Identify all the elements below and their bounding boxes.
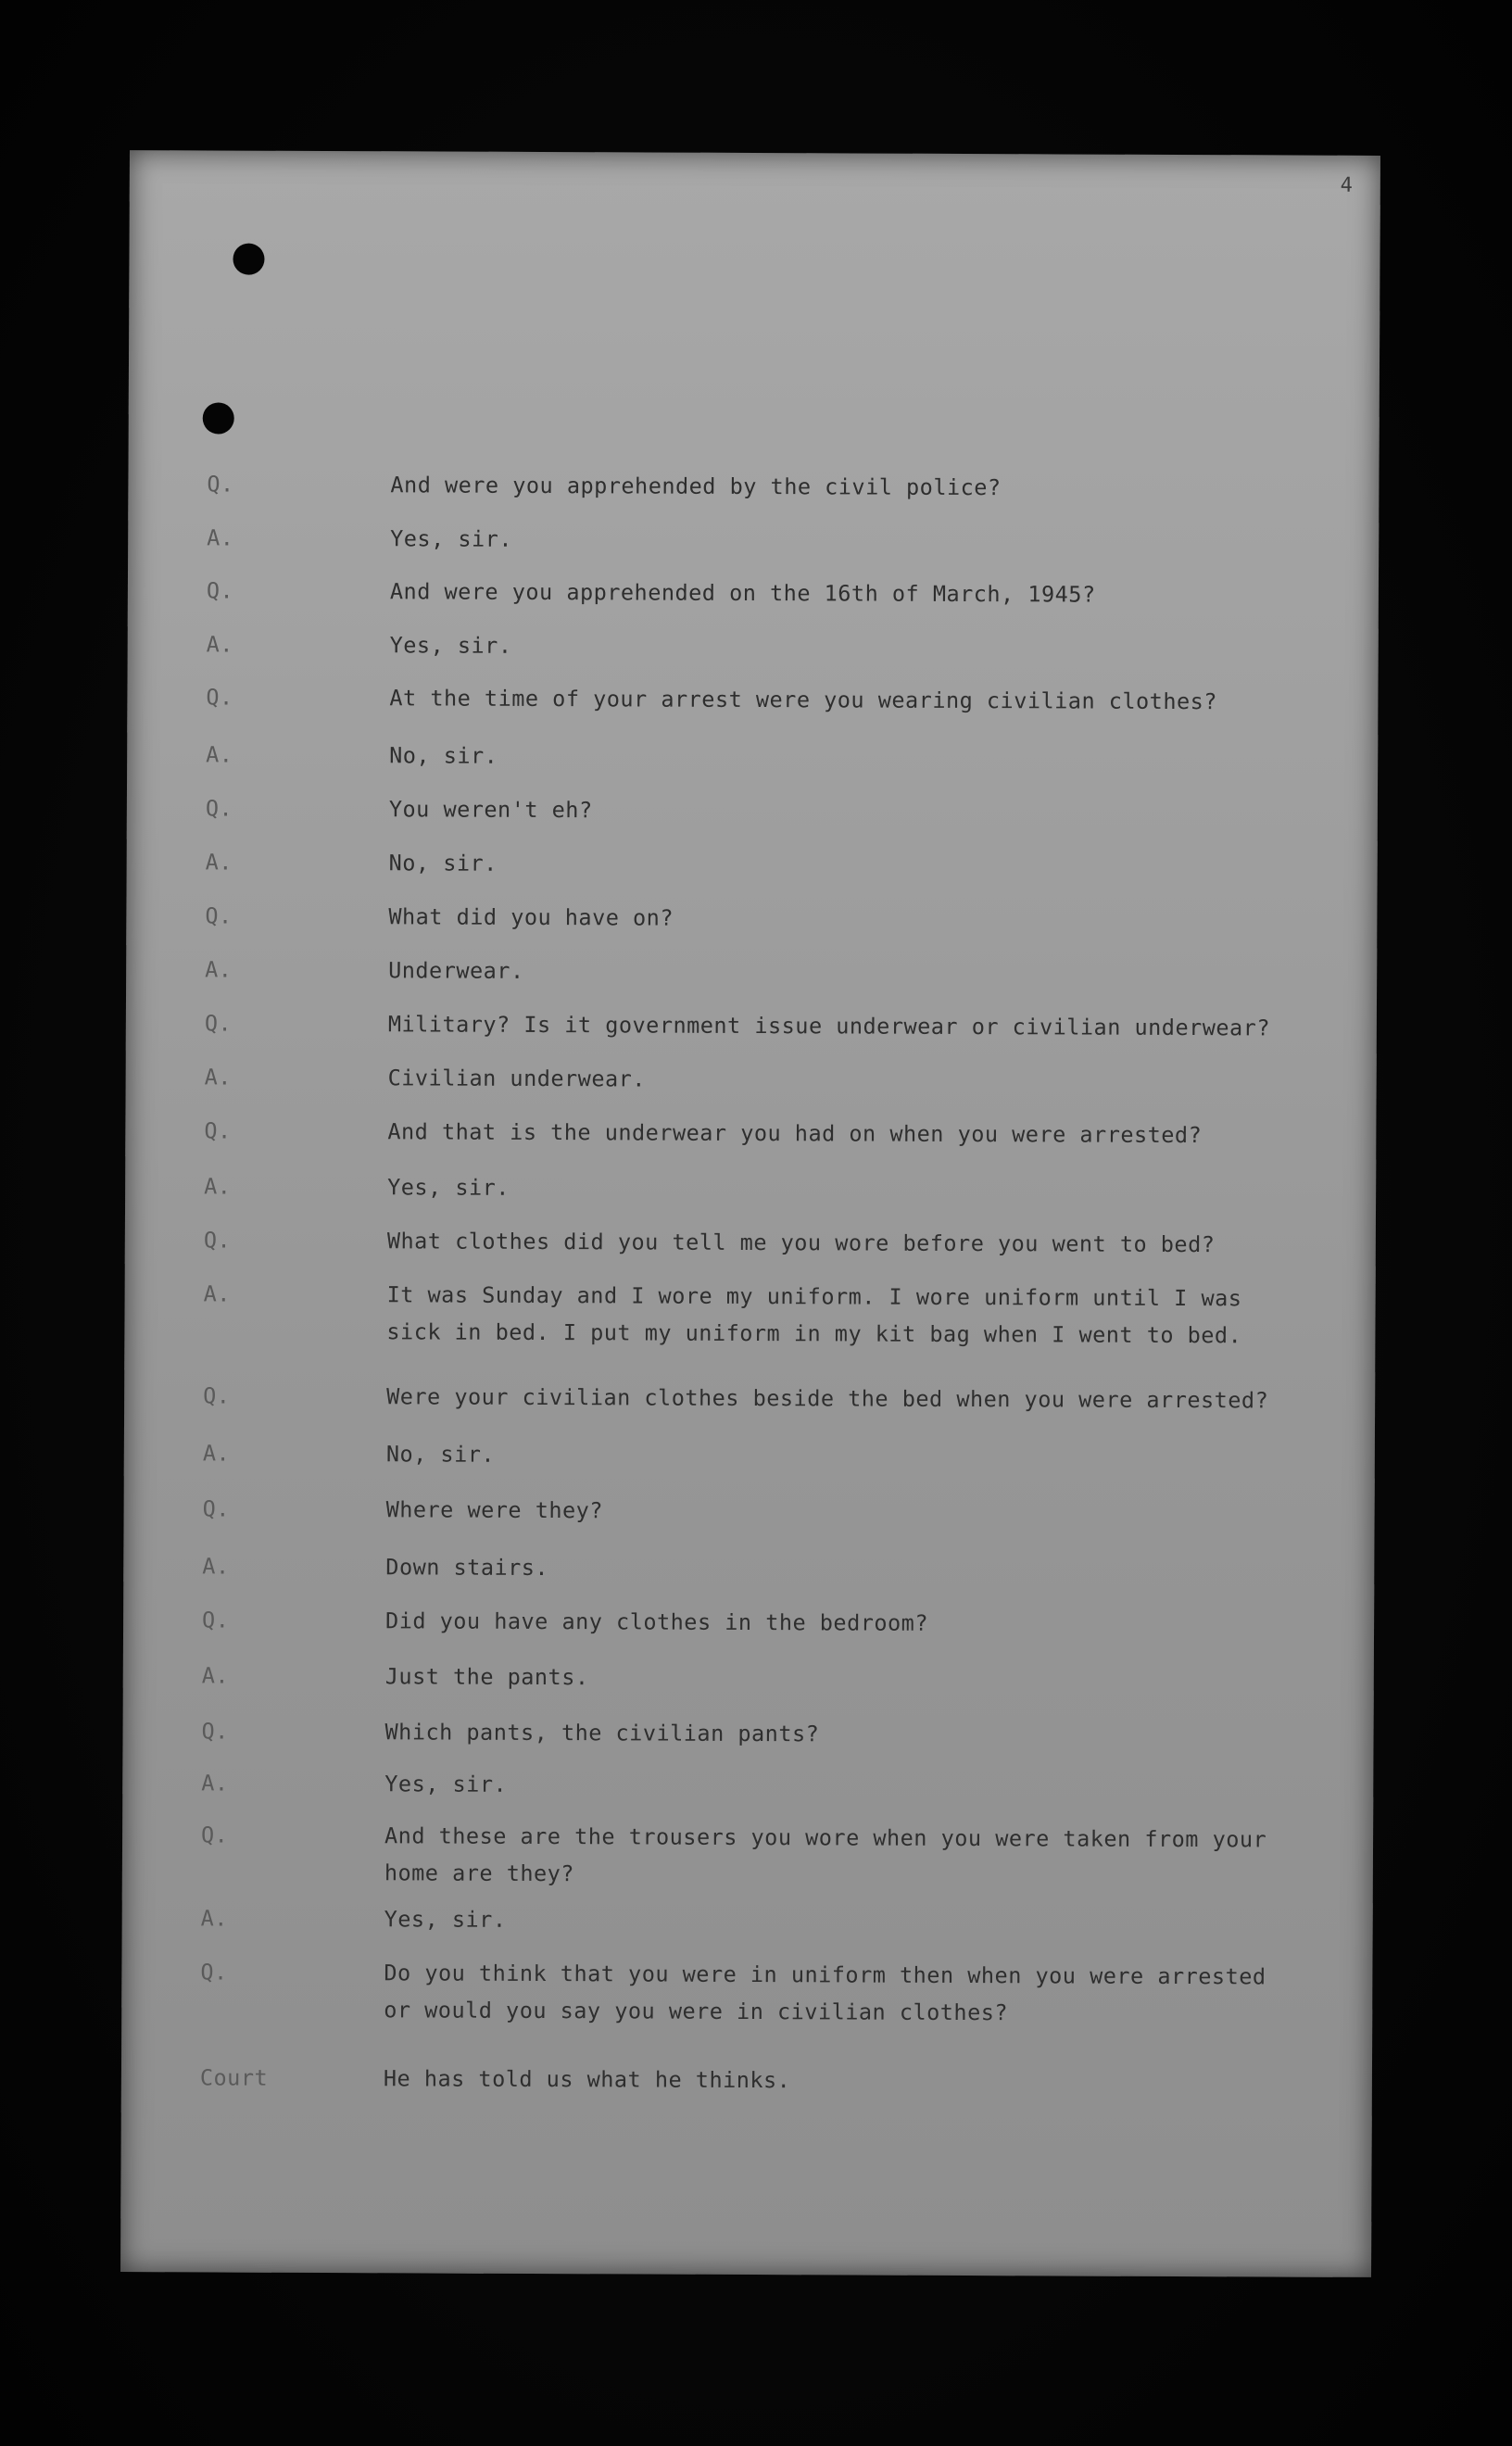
line-text: No, sir.	[389, 742, 498, 769]
transcript-line	[122, 1816, 1373, 1887]
transcript-line	[128, 678, 1379, 715]
speaker-label: A.	[206, 741, 233, 768]
speaker-label: Q.	[205, 902, 233, 929]
transcript-line	[122, 1953, 1373, 2026]
transcript-line	[125, 1221, 1376, 1258]
transcript-line	[128, 519, 1379, 552]
transcript-line	[127, 843, 1378, 876]
speaker-label: A.	[204, 1173, 232, 1200]
speaker-label: A.	[200, 1905, 229, 1932]
speaker-label: Q.	[201, 1822, 229, 1848]
line-text: He has told us what he thinks.	[383, 2065, 791, 2094]
line-text: And were you apprehended by the civil police?	[390, 472, 1002, 501]
line-text: You weren't eh?	[388, 796, 593, 824]
line-text: Civilian underwear.	[387, 1065, 647, 1092]
speaker-label: Q.	[203, 1382, 231, 1409]
transcript-line	[127, 789, 1378, 824]
transcript-line	[124, 1377, 1375, 1414]
transcript-line	[128, 572, 1379, 608]
speaker-label: A.	[203, 1280, 231, 1307]
speaker-label: Q.	[204, 1117, 232, 1144]
line-text: Were your civilian clothes beside the bed when you were arrested?	[386, 1383, 1269, 1414]
line-text: Which pants, the civilian pants?	[384, 1719, 820, 1747]
transcript-line	[122, 1764, 1373, 1797]
speaker-label: A.	[205, 849, 233, 876]
speaker-label: Q.	[201, 1718, 229, 1745]
speaker-label: A.	[201, 1770, 229, 1797]
line-text: And these are the trousers you wore when you were taken from your home are they?	[384, 1822, 1267, 1887]
speaker-label: Q.	[203, 1227, 232, 1254]
line-text: Underwear.	[388, 957, 524, 984]
line-text: And were you apprehended on the 16th of March, 1945?	[389, 578, 1096, 608]
line-text: It was Sunday and I wore my uniform. I wore uniform until I was sick in bed. I put my uniform in my kit bag when I went to bed.	[386, 1281, 1242, 1349]
line-text: Where were they?	[385, 1496, 604, 1524]
transcript-line	[123, 1547, 1374, 1582]
line-text: What clothes did you tell me you wore before you went to bed?	[386, 1228, 1216, 1258]
transcript-line	[123, 1601, 1374, 1636]
line-text: Down stairs.	[385, 1554, 549, 1582]
transcript-line	[122, 1899, 1373, 1933]
line-text: No, sir.	[388, 850, 498, 876]
speaker-label: Court	[199, 2064, 269, 2091]
transcript-line	[126, 897, 1377, 931]
speaker-label: A.	[207, 524, 234, 551]
speaker-label: Q.	[202, 1607, 230, 1633]
line-text: Military? Is it government issue underwear or civilian underwear?	[387, 1011, 1271, 1041]
transcript-line	[125, 1112, 1376, 1149]
line-text: Did you have any clothes in the bedroom?	[385, 1608, 929, 1636]
transcript-line	[121, 2059, 1372, 2094]
line-text: What did you have on?	[388, 903, 674, 931]
speaker-label: A.	[202, 1440, 231, 1467]
document-page	[120, 150, 1380, 2277]
line-text: Yes, sir.	[387, 1174, 510, 1201]
line-text: And that is the underwear you had on when you were arrested?	[387, 1118, 1203, 1149]
line-text: At the time of your arrest were you wearing civilian clothes?	[389, 685, 1218, 715]
page-number: 4	[1340, 173, 1353, 197]
line-text: Yes, sir.	[384, 1906, 507, 1933]
speaker-label: A.	[206, 631, 234, 658]
line-text: No, sir.	[385, 1441, 496, 1468]
transcript-line	[128, 625, 1379, 659]
speaker-label: Q.	[200, 1959, 228, 1986]
transcript-line	[127, 736, 1378, 769]
speaker-label: A.	[205, 956, 233, 983]
line-text: Yes, sir.	[384, 1771, 508, 1797]
transcript-line	[126, 951, 1377, 984]
speaker-label: Q.	[204, 1010, 233, 1037]
transcript-line	[129, 465, 1380, 501]
transcript-line	[126, 1058, 1377, 1092]
transcript-line	[125, 1275, 1376, 1349]
transcript-line	[123, 1712, 1374, 1747]
line-text: Just the pants.	[384, 1663, 589, 1691]
transcript-line	[126, 1004, 1377, 1041]
speaker-label: Q.	[202, 1495, 230, 1522]
speaker-label: Q.	[206, 577, 234, 604]
transcript-line	[124, 1434, 1375, 1468]
transcript-line	[123, 1657, 1374, 1691]
speaker-label: Q.	[206, 684, 233, 711]
speaker-label: A.	[201, 1662, 230, 1689]
transcript-line	[125, 1167, 1376, 1201]
transcript-line	[124, 1490, 1375, 1524]
speaker-label: A.	[204, 1064, 232, 1091]
speaker-label: Q.	[205, 795, 233, 822]
line-text: Yes, sir.	[390, 525, 513, 552]
transcript	[120, 150, 1380, 2277]
line-text: Yes, sir.	[389, 632, 512, 659]
speaker-label: A.	[202, 1553, 230, 1580]
speaker-label: Q.	[207, 471, 234, 498]
line-text: Do you think that you were in uniform then when you were arrested or would you say you were in civilian clothes?	[384, 1960, 1266, 2026]
